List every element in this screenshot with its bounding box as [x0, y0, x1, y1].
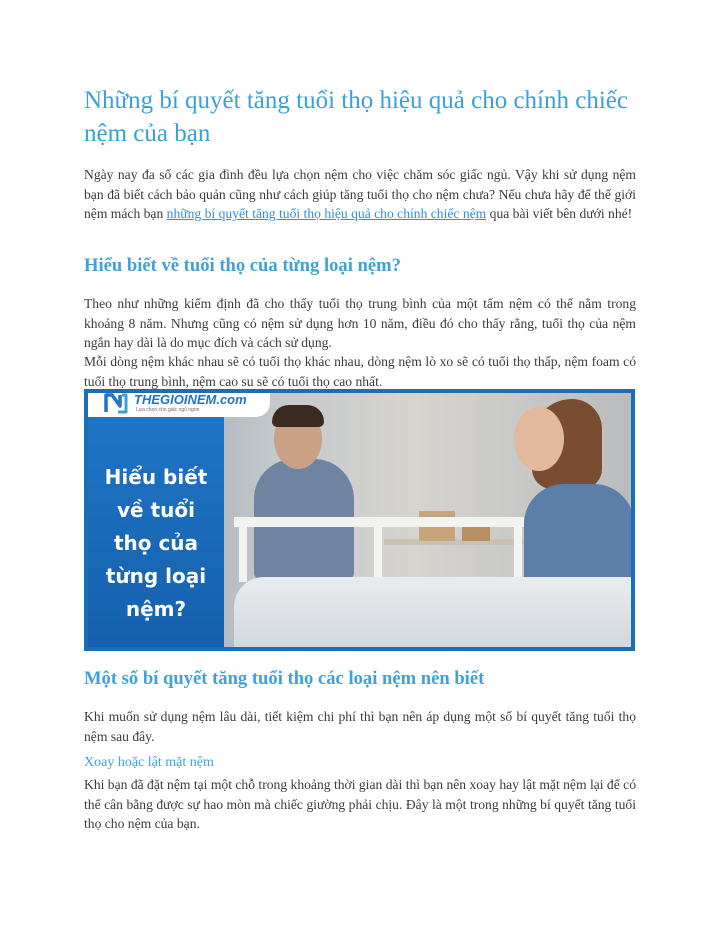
paragraph: Mỗi dòng nệm khác nhau sẽ có tuổi thọ khác nhau, dòng nệm lò xo sẽ có tuổi thọ thấp, nệm foam có tuổi thọ trung bình, nệm cao su sẽ có tuổi thọ cao nhất. — [84, 354, 636, 389]
mattress — [234, 577, 635, 651]
intro-text-end: qua bài viết bên dưới nhé! — [486, 206, 633, 222]
section-heading-lifespan: Hiểu biết về tuổi thọ của từng loại nệm? — [84, 255, 401, 276]
man-hair — [272, 405, 324, 427]
paragraph: Khi bạn đã đặt nệm tại một chỗ trong khoảng thời gian dài thì bạn nên xoay hay lật mặt nệm lại để có thể cân bằng được sự hao mòn mà chiếc giường phải chịu. Đây là một trong những bí quyết tăng tuổi thọ cho nệm của bạn. — [84, 777, 636, 832]
woman-head — [514, 407, 564, 471]
logo-n-icon — [104, 392, 128, 414]
overlay-panel — [84, 415, 224, 651]
logo-tagline: Lựa chọn cho giấc ngủ ngon — [136, 407, 200, 413]
section-heading-tips: Một số bí quyết tăng tuổi thọ các loại nệm nên biết — [84, 668, 485, 689]
overlay-title: Hiểu biết về tuổi thọ của từng loại nệm? — [104, 465, 208, 621]
subheading-rotate: Xoay hoặc lật mặt nệm — [84, 755, 214, 770]
intro-paragraph — [84, 165, 636, 224]
paragraph: Theo như những kiểm định đã cho thấy tuổi thọ trung bình của một tấm nệm có thể nằm trong khoảng 8 năm. Nhưng cũng có nệm sử dụng hơn 10 năm, điều đó cho thấy rằng, tuổi thọ của nệm ngắn hay dài là do mục đích và cách sử dụng. — [84, 296, 636, 351]
logo-text: THEGIOINEM.com — [134, 392, 247, 407]
brand-logo — [84, 389, 270, 417]
intro-text: Ngày nay đa số các gia đình đều lựa chọn nệm cho việc chăm sóc giấc ngủ. Vậy khi sử dụng nệm bạn đã biết cách bảo quản cũng như cách giúp tăng tuổi thọ cho nệm chưa? Nếu chưa hãy để thế giới nệm mách bạn — [84, 167, 636, 222]
page-title: Những bí quyết tăng tuổi thọ hiệu quả cho chính chiếc nệm của bạn — [84, 87, 628, 147]
article-link[interactable]: những bí quyết tăng tuổi thọ hiệu quả cho chính chiếc nệm — [166, 206, 487, 222]
paragraph: Khi muốn sử dụng nệm lâu dài, tiết kiệm chi phí thì bạn nên áp dụng một số bí quyết tăng tuổi thọ nệm sau đây. — [84, 709, 636, 744]
bed-frame — [234, 517, 524, 527]
hero-image — [84, 389, 635, 651]
